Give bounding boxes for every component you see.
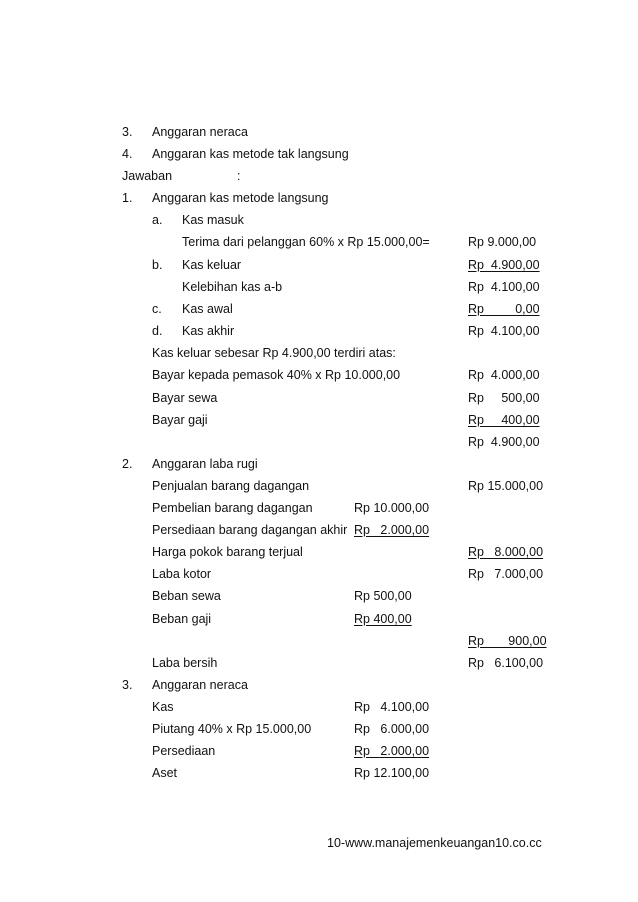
- section-number: 2.: [122, 457, 133, 471]
- row-label: Kas keluar: [182, 258, 242, 272]
- detail-title: Kas keluar sebesar Rp 4.900,00 terdiri atas:: [152, 346, 396, 360]
- row-mid-amount: Rp 12.100,00: [354, 766, 430, 780]
- row-label: Beban sewa: [152, 589, 221, 603]
- row-amount: Rp 6.100,00: [468, 656, 544, 670]
- section-title: Anggaran laba rugi: [152, 457, 258, 471]
- row-letter: c.: [152, 302, 162, 316]
- detail-amount: Rp 500,00: [468, 391, 540, 405]
- item-text: Anggaran kas metode tak langsung: [152, 147, 349, 161]
- row-label: Kas akhir: [182, 324, 235, 338]
- row-desc: Terima dari pelanggan 60% x Rp 15.000,00=: [182, 235, 430, 249]
- row-mid-amount: Rp 4.100,00: [354, 700, 430, 714]
- section-number: 1.: [122, 191, 133, 205]
- row-label: Penjualan barang dagangan: [152, 479, 310, 493]
- detail-amount: Rp 4.000,00: [468, 368, 540, 382]
- row-label: Laba kotor: [152, 567, 212, 581]
- row-label: Laba bersih: [152, 656, 218, 670]
- section-title: Anggaran kas metode langsung: [152, 191, 329, 205]
- row-label: Aset: [152, 766, 178, 780]
- row-amount: Rp 900,00: [468, 634, 547, 648]
- row-amount: Rp 4.100,00: [468, 280, 540, 294]
- row-label: Kas awal: [182, 302, 233, 316]
- row-label: Persediaan: [152, 744, 216, 758]
- section-title: Anggaran neraca: [152, 678, 248, 692]
- row-amount: Rp 9.000,00: [468, 235, 537, 249]
- detail-label: Bayar kepada pemasok 40% x Rp 10.000,00: [152, 368, 401, 382]
- row-letter: a.: [152, 213, 163, 227]
- row-letter: d.: [152, 324, 163, 338]
- row-mid-amount: Rp 6.000,00: [354, 722, 430, 736]
- row-label: Beban gaji: [152, 612, 212, 626]
- row-amount: Rp 0,00: [468, 302, 540, 316]
- page-footer: 10-www.manajemenkeuangan10.co.cc: [327, 836, 542, 850]
- row-amount: Rp 8.000,00: [468, 545, 544, 559]
- row-amount: Rp 7.000,00: [468, 567, 544, 581]
- row-label: Piutang 40% x Rp 15.000,00: [152, 722, 312, 736]
- detail-label: Bayar sewa: [152, 391, 218, 405]
- item-number: 4.: [122, 147, 133, 161]
- row-amount: Rp 4.900,00: [468, 258, 540, 272]
- row-mid-amount: Rp 500,00: [354, 589, 412, 603]
- row-desc: Kelebihan kas a-b: [182, 280, 283, 294]
- detail-amount: Rp 400,00: [468, 413, 540, 427]
- row-mid-amount: Rp 2.000,00: [354, 744, 430, 758]
- detail-total: Rp 4.900,00: [468, 435, 540, 449]
- row-label: Harga pokok barang terjual: [152, 545, 303, 559]
- row-label: Kas: [152, 700, 174, 714]
- item-number: 3.: [122, 125, 133, 139]
- row-label: Persediaan barang dagangan akhir: [152, 523, 348, 537]
- detail-label: Bayar gaji: [152, 413, 208, 427]
- row-label: Kas masuk: [182, 213, 244, 227]
- answer-label: Jawaban: [122, 169, 173, 183]
- row-amount: Rp 15.000,00: [468, 479, 544, 493]
- row-mid-amount: Rp 10.000,00: [354, 501, 430, 515]
- answer-colon: :: [237, 169, 241, 183]
- row-mid-amount: Rp 400,00: [354, 612, 412, 626]
- row-label: Pembelian barang dagangan: [152, 501, 313, 515]
- section-number: 3.: [122, 678, 133, 692]
- row-amount: Rp 4.100,00: [468, 324, 540, 338]
- item-text: Anggaran neraca: [152, 125, 248, 139]
- row-letter: b.: [152, 258, 163, 272]
- row-mid-amount: Rp 2.000,00: [354, 523, 430, 537]
